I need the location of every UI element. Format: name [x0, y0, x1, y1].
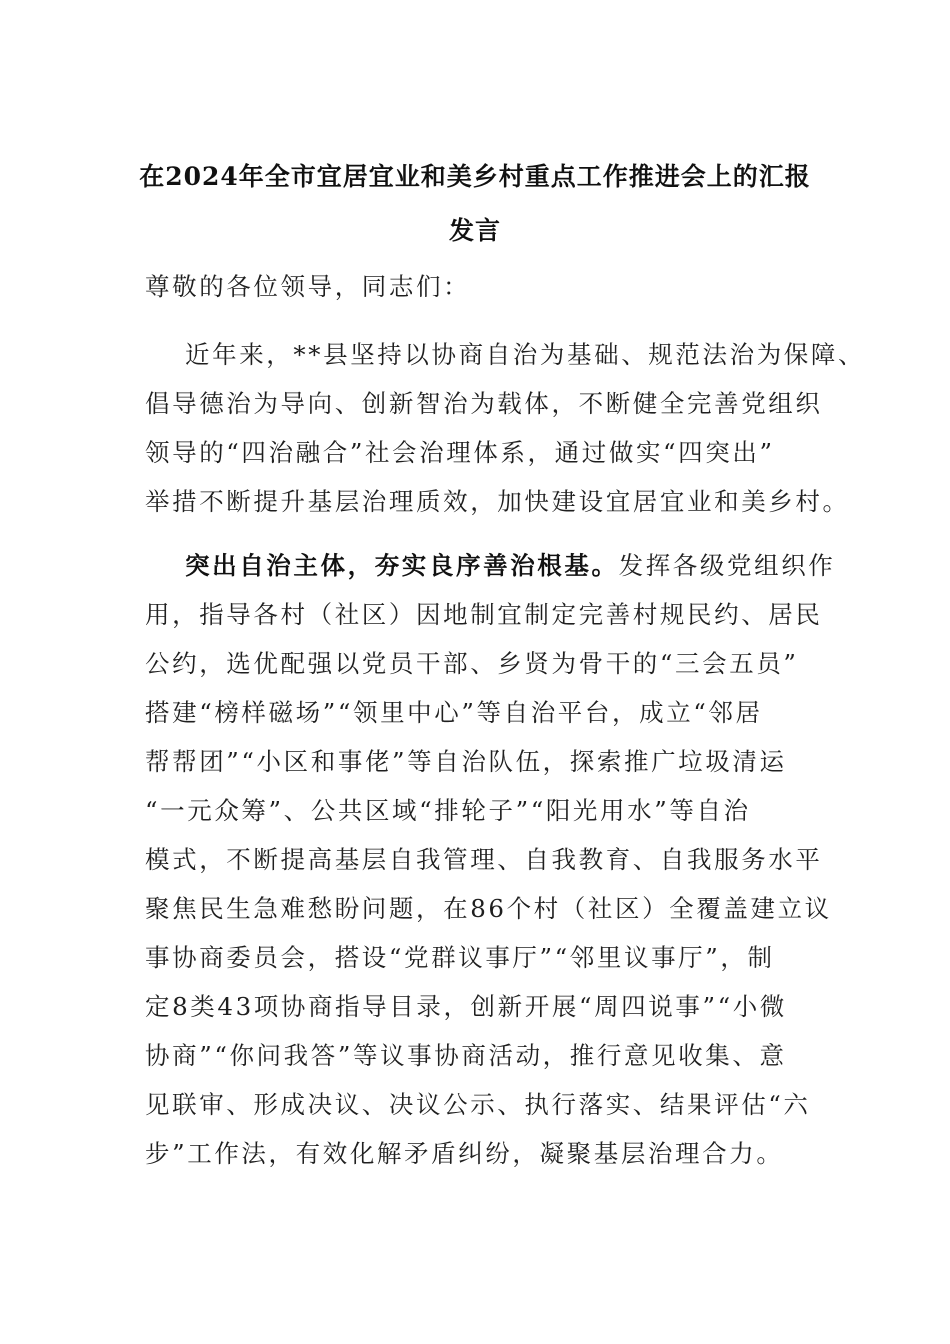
salutation: 尊敬的各位领导，同志们： — [145, 272, 471, 301]
section1-heading: 突出自治主体，夯实良序善治根基。 — [185, 551, 619, 580]
intro-line-3: 领导的“四治融合”社会治理体系，通过做实“四突出” — [145, 438, 775, 467]
section1-line-2: 用，指导各村（社区）因地制宜制定完善村规民约、居民 — [145, 600, 823, 629]
section1-line-12: 见联审、形成决议、决议公示、执行落实、结果评估“六 — [145, 1090, 811, 1119]
section1-line-10: 定8类43项协商指导目录，创新开展“周四说事”“小微 — [145, 992, 787, 1021]
section1-line-9: 事协商委员会，搭设“党群议事厅”“邻里议事厅”，制 — [145, 943, 775, 972]
intro-line-4: 举措不断提升基层治理质效，加快建设宜居宜业和美乡村。 — [145, 487, 850, 516]
section1-line-3: 公约，选优配强以党员干部、乡贤为骨干的“三会五员” — [145, 649, 799, 678]
intro-line-2: 倡导德治为导向、创新智治为载体，不断健全完善党组织 — [145, 389, 823, 418]
section1-line-7: 模式，不断提高基层自我管理、自我教育、自我服务水平 — [145, 845, 823, 874]
section1-line-11: 协商”“你问我答”等议事协商活动，推行意见收集、意 — [145, 1041, 787, 1070]
section1-line-1: 发挥各级党组织作 — [618, 551, 836, 580]
section1-line-4: 搭建“榜样磁场”“领里中心”等自治平台，成立“邻居 — [145, 698, 763, 727]
section1-first-line — [185, 547, 835, 582]
intro-line-1: 近年来，**县坚持以协商自治为基础、规范法治为保障、 — [185, 340, 866, 369]
document-title-line-1: 在2024年全市宜居宜业和美乡村重点工作推进会上的汇报 — [139, 162, 811, 191]
section1-line-8: 聚焦民生急难愁盼问题，在86个村（社区）全覆盖建立议 — [145, 894, 832, 923]
section1-line-5: 帮帮团”“小区和事佬”等自治队伍，探索推广垃圾清运 — [145, 747, 787, 776]
section1-line-6: “一元众筹”、公共区域“排轮子”“阳光用水”等自治 — [145, 796, 751, 825]
document-title-line-2: 发言 — [448, 216, 501, 245]
section1-line-13: 步”工作法，有效化解矛盾纠纷，凝聚基层治理合力。 — [145, 1139, 784, 1168]
